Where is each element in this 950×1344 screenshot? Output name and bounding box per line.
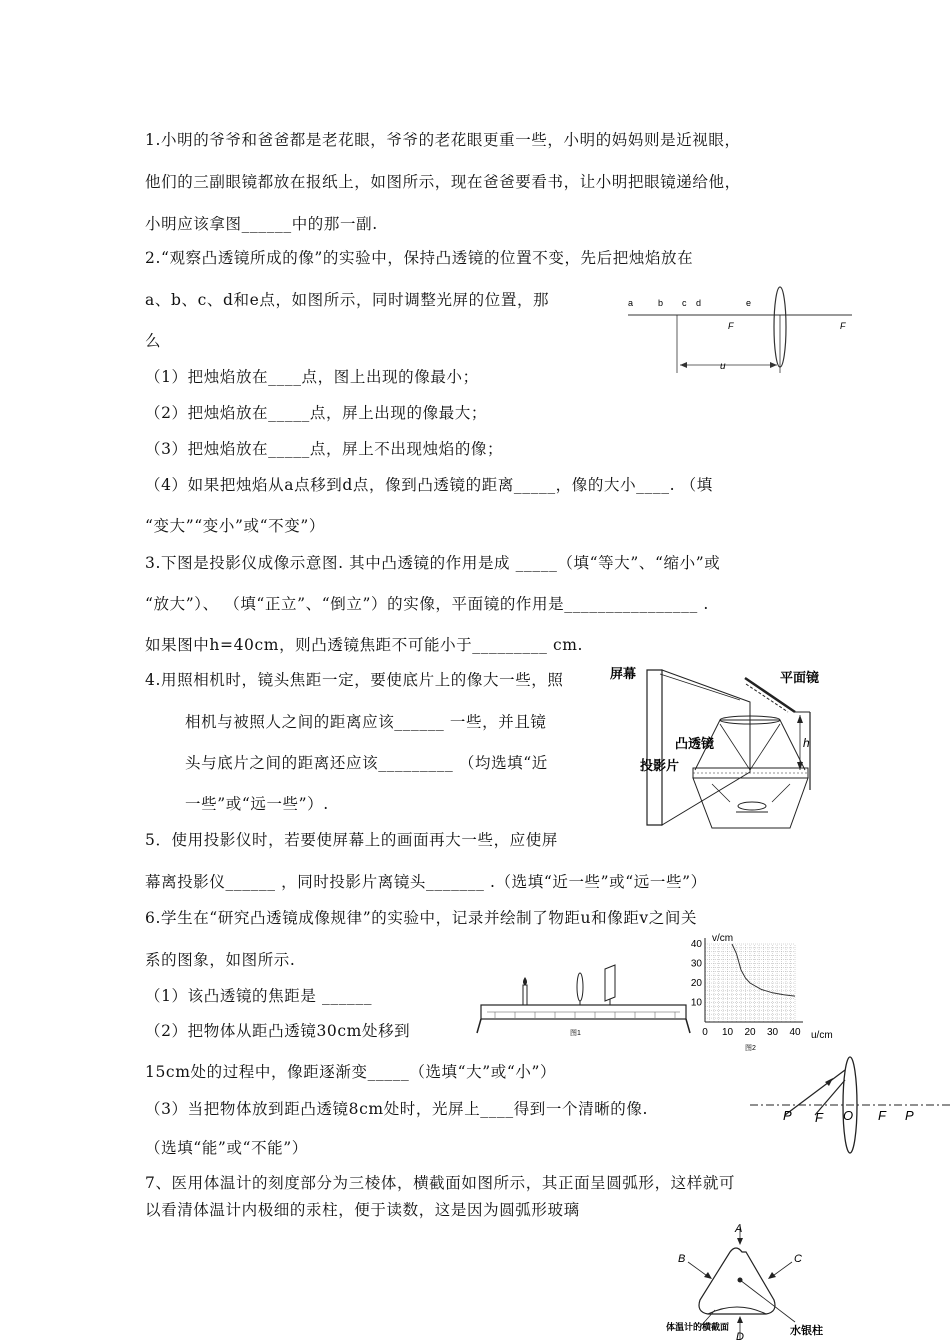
mirror-label: 平面镜 bbox=[780, 670, 820, 685]
q4-line-4: 一些”或“远一些”）. bbox=[185, 795, 329, 813]
chart-ticks bbox=[691, 939, 801, 1038]
f-right-label: F bbox=[878, 1108, 886, 1123]
thermometer-cross-section-figure bbox=[660, 1222, 845, 1344]
q1-line-3: 小明应该拿图______中的那一副. bbox=[145, 215, 378, 233]
q2-sub-5: “变大”“变小”或“不变”） bbox=[145, 517, 325, 535]
o-label: O bbox=[843, 1108, 854, 1123]
h-label: h bbox=[803, 736, 810, 750]
x-tick-label: 40 bbox=[789, 1027, 801, 1038]
q2-line-3: 么 bbox=[145, 332, 162, 350]
q2-line-1: 2.“观察凸透镜所成的像”的实验中，保持凸透镜的位置不变，先后把烛焰放在 bbox=[145, 249, 694, 267]
q5-line-1: 5．使用投影仪时，若要使屏幕上的画面再大一些，应使屏 bbox=[145, 831, 558, 849]
q2-line-2: a、b、c、d和e点，如图所示，同时调整光屏的位置，那 bbox=[145, 291, 550, 309]
q6-sub-1: （1）该凸透镜的焦距是 ______ bbox=[145, 987, 373, 1005]
y-tick-label: 20 bbox=[690, 978, 702, 989]
focal-point-left: F bbox=[728, 321, 734, 331]
optical-bench-figure bbox=[475, 955, 695, 1040]
point-c: c bbox=[682, 298, 687, 308]
q1-line-1: 1.小明的爷爷和爸爸都是老花眼，爷爷的老花眼更重一些，小明的妈妈则是近视眼， bbox=[145, 131, 741, 149]
focal-point-right: F bbox=[840, 321, 846, 331]
q2-sub-4: （4）如果把烛焰从a点移到d点，像到凸透镜的距离_____，像的大小____. （填 bbox=[145, 476, 713, 494]
x-axis-label: u/cm bbox=[811, 1030, 833, 1041]
y-tick-label: 30 bbox=[690, 958, 702, 970]
y-tick-label: 10 bbox=[690, 997, 702, 1009]
q7-line-2: 以看清体温计内极细的汞柱，便于读数，这是因为圆弧形玻璃 bbox=[145, 1201, 580, 1219]
projector-figure bbox=[600, 660, 850, 832]
figure-1-label: 图1 bbox=[570, 1030, 581, 1037]
mercury-label: 水银柱 bbox=[790, 1325, 823, 1337]
q4-line-3: 头与底片之间的距离还应该_________ （均选填“近 bbox=[185, 754, 548, 772]
label-a: A bbox=[735, 1223, 743, 1235]
q6-line-2: 系的图象，如图所示. bbox=[145, 951, 296, 969]
point-e: e bbox=[746, 298, 752, 308]
p-left-label: P bbox=[783, 1108, 792, 1123]
q5-line-2: 幕离投影仪______ ，同时投影片离镜头_______ .（选填“近一些”或“远一些”） bbox=[145, 873, 707, 891]
p-right-label: P bbox=[905, 1108, 914, 1123]
lens-label: 凸透镜 bbox=[675, 736, 715, 751]
y-axis-label: v/cm bbox=[712, 933, 734, 944]
x-tick-label: 10 bbox=[721, 1027, 734, 1038]
lens-ray-figure bbox=[745, 1050, 950, 1160]
point-a: a bbox=[628, 298, 634, 308]
q7-line-1: 7、医用体温计的刻度部分为三棱体，横截面如图所示，其正面呈圆弧形，这样就可 bbox=[145, 1174, 736, 1192]
q3-line-1: 3.下图是投影仪成像示意图. 其中凸透镜的作用是成 _____（填“等大”、“缩小”或 bbox=[145, 554, 721, 572]
q6-line-1: 6.学生在“研究凸透镜成像规律”的实验中，记录并绘制了物距u和像距v之间关 bbox=[145, 909, 698, 927]
lens-points-figure bbox=[620, 285, 860, 380]
q6-sub-2: （2）把物体从距凸透镜30cm处移到 bbox=[145, 1022, 411, 1040]
q1-line-2: 他们的三副眼镜都放在报纸上，如图所示，现在爸爸要看书，让小明把眼镜递给他， bbox=[145, 173, 741, 191]
x-tick-label: 30 bbox=[766, 1027, 779, 1038]
q3-line-3: 如果图中h=40cm，则凸透镜焦距不可能小于_________ cm. bbox=[145, 636, 584, 654]
label-d: D bbox=[736, 1331, 744, 1343]
figure-2-label: 图2 bbox=[745, 1045, 756, 1052]
f-left-label: F bbox=[815, 1110, 823, 1125]
label-c: C bbox=[794, 1253, 802, 1265]
slide-label: 投影片 bbox=[640, 758, 680, 773]
q6-sub-3: 15cm处的过程中，像距逐渐变_____（选填“大”或“小”） bbox=[145, 1063, 557, 1081]
u-label: u bbox=[720, 361, 726, 372]
point-b: b bbox=[658, 298, 664, 308]
x-tick-label: 20 bbox=[744, 1027, 756, 1038]
label-b: B bbox=[678, 1253, 686, 1265]
q3-line-2: “放大”）、 （填“正立”、“倒立”）的实像，平面镜的作用是________________ . bbox=[145, 595, 709, 613]
y-tick-label: 40 bbox=[690, 939, 702, 950]
q4-line-1: 4.用照相机时，镜头焦距一定，要使底片上的像大一些，照 bbox=[145, 671, 564, 689]
q6-sub-5: （选填“能”或“不能”） bbox=[145, 1139, 308, 1157]
x-tick-label: 0 bbox=[702, 1027, 708, 1038]
point-d: d bbox=[696, 298, 702, 308]
screen-label: 屏幕 bbox=[610, 666, 637, 681]
cross-section-label: 体温计的横截面 bbox=[666, 1322, 730, 1332]
q2-sub-1: （1）把烛焰放在____点，图上出现的像最小； bbox=[145, 368, 479, 386]
q6-sub-4: （3）当把物体放到距凸透镜8cm处时，光屏上____得到一个清晰的像. bbox=[145, 1100, 649, 1118]
u-v-chart bbox=[685, 932, 840, 1052]
q2-sub-2: （2）把烛焰放在_____点，屏上出现的像最大； bbox=[145, 404, 488, 422]
q4-line-2: 相机与被照人之间的距离应该______ 一些，并且镜 bbox=[185, 713, 547, 731]
q2-sub-3: （3）把烛焰放在_____点，屏上不出现烛焰的像； bbox=[145, 440, 504, 458]
